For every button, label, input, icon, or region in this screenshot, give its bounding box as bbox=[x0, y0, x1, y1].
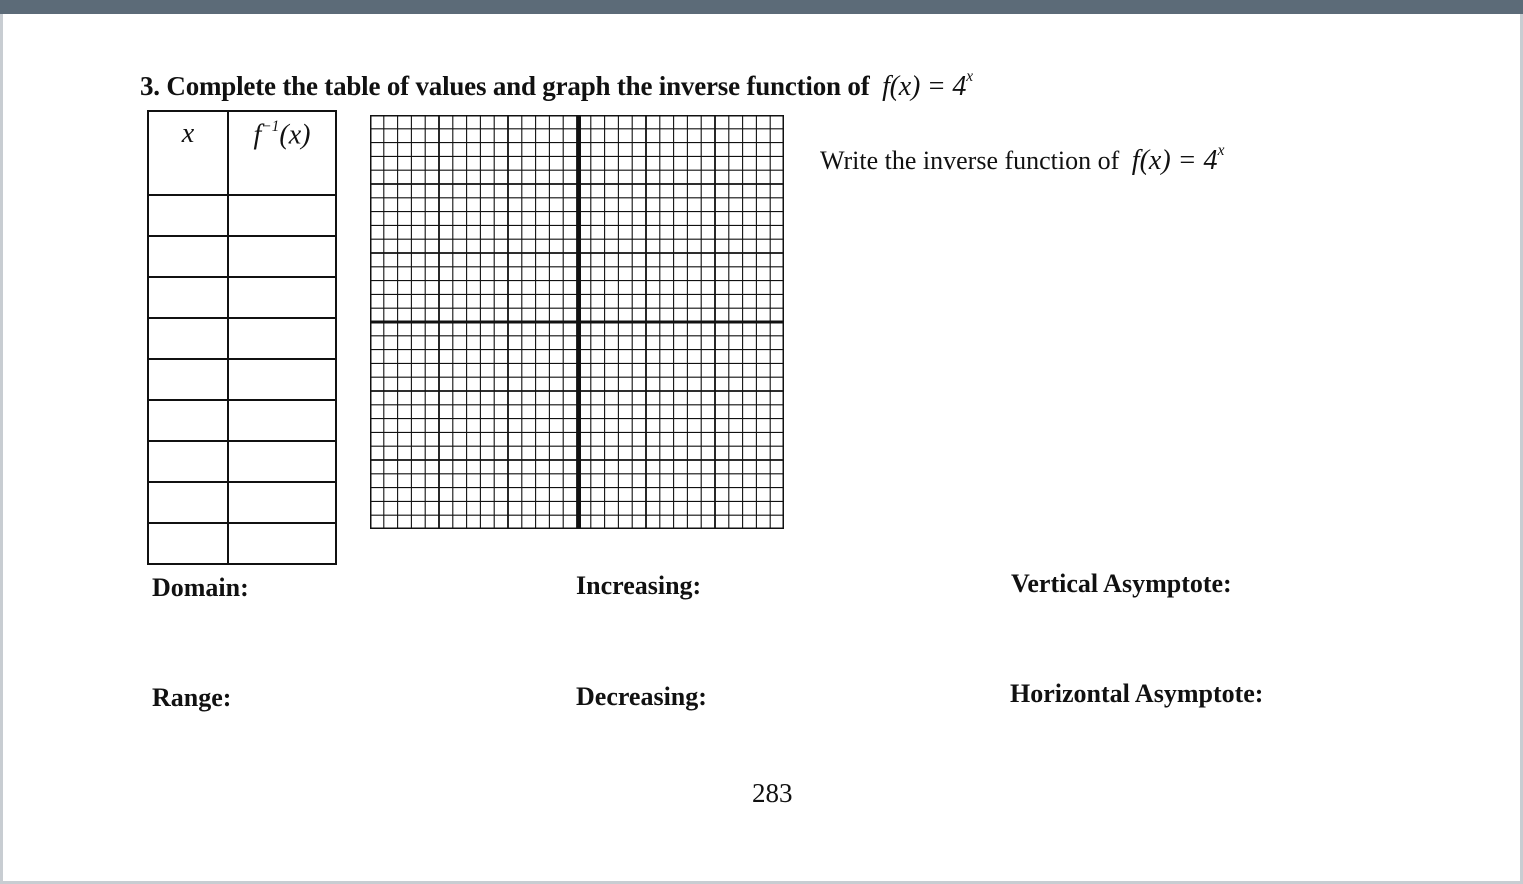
inverse-prompt-text: Write the inverse function of bbox=[820, 145, 1120, 175]
inverse-cell[interactable] bbox=[228, 277, 336, 318]
x-cell[interactable] bbox=[148, 359, 228, 400]
table-row bbox=[148, 359, 336, 400]
x-cell[interactable] bbox=[148, 482, 228, 523]
x-cell[interactable] bbox=[148, 277, 228, 318]
table-row bbox=[148, 195, 336, 236]
inverse-prompt bbox=[820, 142, 1224, 177]
x-cell[interactable] bbox=[148, 195, 228, 236]
x-cell[interactable] bbox=[148, 523, 228, 564]
table-row bbox=[148, 236, 336, 277]
table-row bbox=[148, 277, 336, 318]
x-cell[interactable] bbox=[148, 236, 228, 277]
page-number: 283 bbox=[752, 778, 793, 808]
table-row bbox=[148, 523, 336, 564]
inverse-cell[interactable] bbox=[228, 482, 336, 523]
table-row bbox=[148, 318, 336, 359]
inverse-cell[interactable] bbox=[228, 523, 336, 564]
question-function: $f(x) = 4^x$ bbox=[882, 68, 973, 102]
table-row bbox=[148, 482, 336, 523]
inverse-cell[interactable] bbox=[228, 400, 336, 441]
question-title bbox=[140, 68, 973, 103]
coordinate-grid bbox=[370, 115, 784, 529]
table-body bbox=[148, 195, 336, 564]
inverse-cell[interactable] bbox=[228, 441, 336, 482]
domain-label: Domain: bbox=[152, 573, 249, 602]
x-cell[interactable] bbox=[148, 400, 228, 441]
inverse-cell[interactable] bbox=[228, 195, 336, 236]
column-header-x: x bbox=[148, 111, 228, 195]
horizontal-asymptote-label: Horizontal Asymptote: bbox=[1010, 679, 1264, 708]
increasing-label: Increasing: bbox=[576, 571, 702, 600]
question-text: Complete the table of values and graph the inverse function of bbox=[166, 70, 870, 101]
inverse-prompt-function: $f(x) = 4^x$ bbox=[1131, 142, 1225, 176]
table-row bbox=[148, 400, 336, 441]
window-top-bar bbox=[0, 0, 1523, 14]
inverse-cell[interactable] bbox=[228, 359, 336, 400]
x-cell[interactable] bbox=[148, 441, 228, 482]
decreasing-label: Decreasing: bbox=[576, 682, 707, 711]
inverse-cell[interactable] bbox=[228, 236, 336, 277]
x-cell[interactable] bbox=[148, 318, 228, 359]
question-number: 3. bbox=[140, 70, 160, 101]
column-header-inverse: $f^{-1}(x)$ bbox=[228, 111, 336, 195]
vertical-asymptote-label: Vertical Asymptote: bbox=[1011, 569, 1232, 598]
table-of-values bbox=[147, 110, 337, 565]
table-row bbox=[148, 441, 336, 482]
inverse-cell[interactable] bbox=[228, 318, 336, 359]
page-frame-left bbox=[0, 14, 3, 884]
range-label: Range: bbox=[152, 683, 232, 712]
